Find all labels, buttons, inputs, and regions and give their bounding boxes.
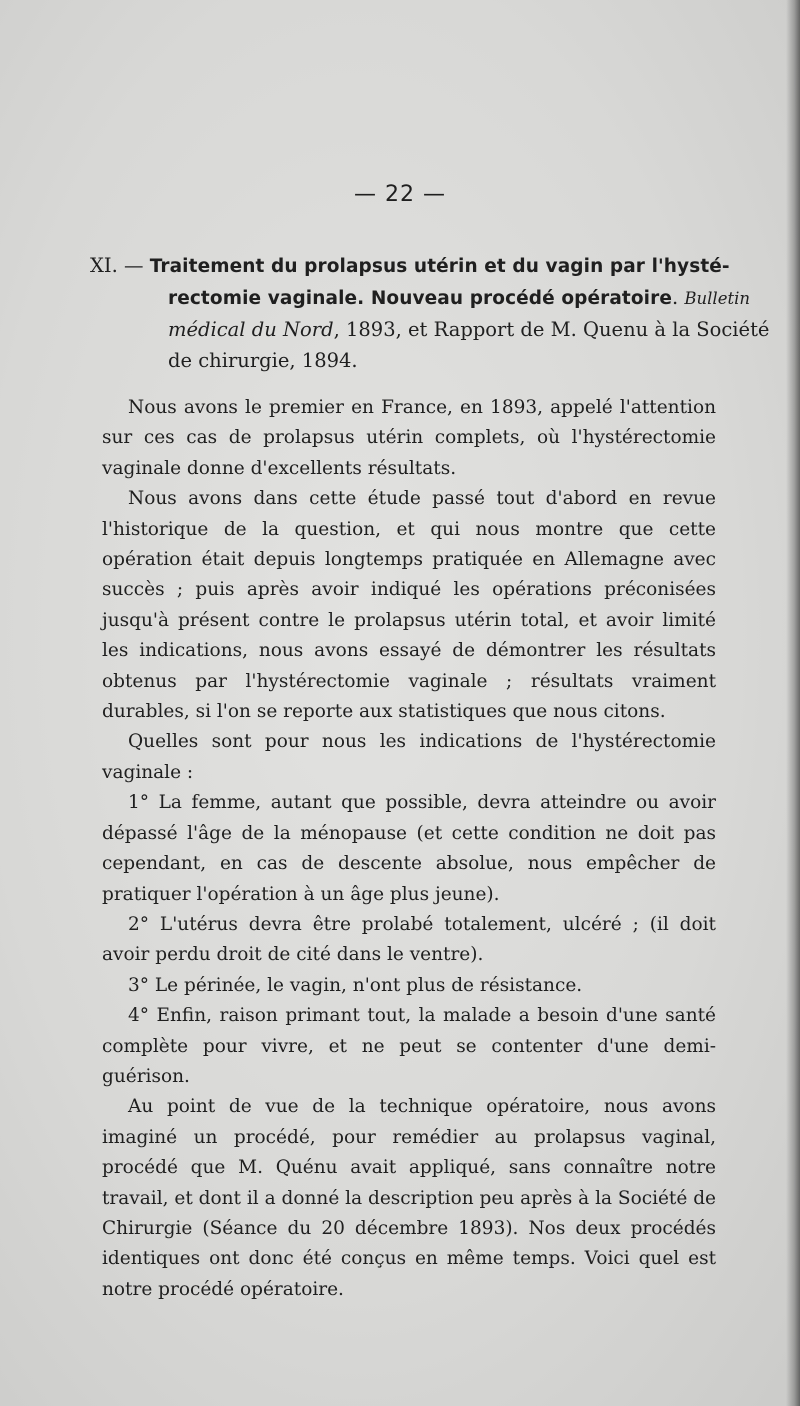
bibliography-entry <box>90 250 770 376</box>
entry-line-1 <box>90 250 730 282</box>
journal-name-part-2: médical du Nord <box>168 318 334 341</box>
entry-title-punct: . <box>672 286 685 309</box>
paragraph-intro: Nous avons le premier en France, en 1893, appelé l'attention sur ces cas de prolapsus utérin complets, où l'hystérectomie vaginale donne d'excellents résultats. <box>102 397 716 479</box>
paragraph-indication-1: 1° La femme, autant que possible, devra atteindre ou avoir dépassé l'âge de la ménopause (et cette condition ne doit pas cependant, en cas de descente absolue, nous empêcher de pratiquer l'opération à un âge plus jeune). <box>102 792 716 905</box>
journal-name-part-1: Bulletin <box>684 289 751 308</box>
entry-line-4: de chirurgie, 1894. <box>168 349 358 372</box>
entry-title-part-1: Traitement du prolapsus utérin et du vagin par l'hysté- <box>149 256 730 277</box>
page-number: — 22 — <box>354 182 446 207</box>
body-text <box>102 393 716 1305</box>
page-edge-shadow <box>786 0 800 1406</box>
entry-number: XI. — <box>90 254 150 277</box>
paragraph-indication-2: 2° L'utérus devra être prolabé totalement, ulcéré ; (il doit avoir perdu droit de cité dans le ventre). <box>102 913 716 966</box>
entry-line-2 <box>90 282 751 314</box>
entry-title-part-2: rectomie vaginale. Nouveau procédé opératoire <box>168 288 672 309</box>
paragraph-indications-heading: Quelles sont pour nous les indications de l'hystérectomie vaginale : <box>102 731 716 783</box>
entry-line-3 <box>90 314 770 345</box>
paragraph-technique: Au point de vue de la technique opératoire, nous avons imaginé un procédé, pour remédier au prolapsus vaginal, procédé que M. Quénu avait appliqué, sans connaître notre travail, et dont il a donné la description peu après à la Société de Chirurgie (Séance du 20 décembre 1893). Nos deux procédés identiques ont donc été conçus en même temps. Voici quel est notre procédé opératoire. <box>102 1096 716 1300</box>
entry-line-3-rest: , 1893, et Rapport de M. Quenu à la Société <box>333 318 770 341</box>
paragraph-study: Nous avons dans cette étude passé tout d'abord en revue l'historique de la question, et qui nous montre que cette opération était depuis longtemps pratiquée en Allemagne avec succès ; puis après avoir indiqué les opérations préconisées jusqu'à présent contre le prolapsus utérin total, et avoir limité les indications, nous avons essayé de démontrer les résultats obtenus par l'hystérectomie vaginale ; résultats vraiment durables, si l'on se reporte aux statistiques que nous citons. <box>102 488 716 723</box>
paragraph-indication-4: 4° Enfin, raison primant tout, la malade a besoin d'une santé complète pour vivre, et ne peut se contenter d'une demi-guérison. <box>102 1005 716 1087</box>
paragraph-indication-3: 3° Le périnée, le vagin, n'ont plus de résistance. <box>128 974 583 996</box>
